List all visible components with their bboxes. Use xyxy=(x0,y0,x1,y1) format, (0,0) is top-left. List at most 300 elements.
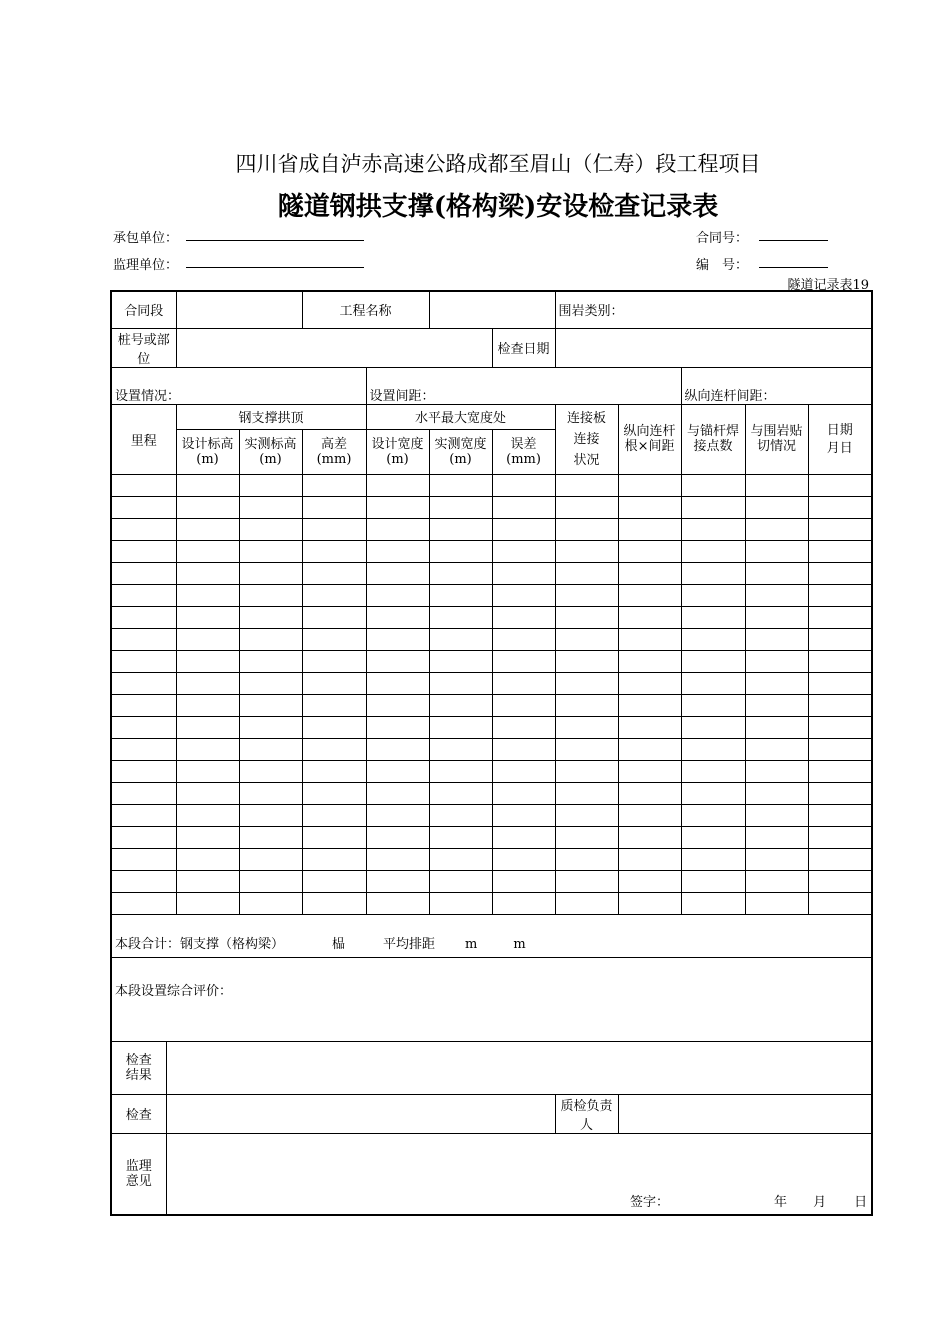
table-cell[interactable] xyxy=(492,540,555,562)
table-cell[interactable] xyxy=(302,606,366,628)
table-cell[interactable] xyxy=(745,870,808,892)
plate-header: 连接板 连接 状况 xyxy=(555,404,618,474)
table-cell[interactable] xyxy=(492,474,555,496)
table-cell[interactable] xyxy=(555,562,618,584)
table-row xyxy=(111,562,872,584)
table-cell[interactable] xyxy=(492,672,555,694)
info-row-1 xyxy=(111,291,872,328)
table-cell[interactable] xyxy=(808,650,872,672)
table-cell[interactable] xyxy=(239,672,302,694)
contract-no-label: 合同号： xyxy=(696,231,749,246)
table-cell[interactable] xyxy=(429,760,492,782)
table-cell[interactable] xyxy=(239,584,302,606)
table-cell[interactable] xyxy=(808,474,872,496)
table-cell[interactable] xyxy=(429,584,492,606)
table-cell[interactable] xyxy=(429,606,492,628)
table-cell[interactable] xyxy=(111,782,176,804)
evaluation-label[interactable]: 本段设置综合评价： xyxy=(111,957,872,1041)
serial-no-label: 编 号： xyxy=(696,258,749,273)
table-cell[interactable] xyxy=(492,716,555,738)
table-cell[interactable] xyxy=(239,804,302,826)
table-cell[interactable] xyxy=(302,474,366,496)
table-cell[interactable] xyxy=(239,496,302,518)
width-group-header: 水平最大宽度处 xyxy=(366,404,555,429)
table-cell[interactable] xyxy=(745,826,808,848)
table-cell[interactable] xyxy=(555,606,618,628)
table-cell[interactable] xyxy=(808,606,872,628)
table-cell[interactable] xyxy=(176,672,239,694)
table-row xyxy=(111,496,872,518)
table-cell[interactable] xyxy=(302,738,366,760)
table-cell[interactable] xyxy=(429,496,492,518)
table-cell[interactable] xyxy=(366,782,429,804)
table-cell[interactable] xyxy=(111,716,176,738)
table-cell[interactable] xyxy=(302,870,366,892)
table-cell[interactable] xyxy=(429,518,492,540)
table-cell[interactable] xyxy=(618,826,681,848)
table-cell[interactable] xyxy=(492,848,555,870)
table-cell[interactable] xyxy=(745,650,808,672)
form-title: 隧道钢拱支撑(格构梁)安设检查记录表 xyxy=(277,192,719,222)
table-cell[interactable] xyxy=(302,716,366,738)
table-cell[interactable] xyxy=(681,782,745,804)
result-value[interactable] xyxy=(166,1041,872,1094)
table-cell[interactable] xyxy=(555,892,618,914)
rod-header: 纵向连杆 根×间距 xyxy=(618,404,681,474)
table-cell[interactable] xyxy=(239,650,302,672)
inspector-label: 检查 xyxy=(111,1094,166,1133)
table-cell[interactable] xyxy=(808,782,872,804)
table-cell[interactable] xyxy=(618,870,681,892)
design-width-header: 设计宽度 (m) xyxy=(366,429,429,474)
table-cell[interactable] xyxy=(302,540,366,562)
table-cell[interactable] xyxy=(681,518,745,540)
table-cell[interactable] xyxy=(239,628,302,650)
table-cell[interactable] xyxy=(429,826,492,848)
table-cell[interactable] xyxy=(429,848,492,870)
table-cell[interactable] xyxy=(366,804,429,826)
table-cell[interactable] xyxy=(681,562,745,584)
table-cell[interactable] xyxy=(681,540,745,562)
table-cell[interactable] xyxy=(745,584,808,606)
table-cell[interactable] xyxy=(239,540,302,562)
station-value[interactable] xyxy=(176,328,492,367)
table-cell[interactable] xyxy=(492,694,555,716)
table-cell[interactable] xyxy=(618,562,681,584)
table-row xyxy=(111,782,872,804)
table-cell[interactable] xyxy=(366,562,429,584)
table-cell[interactable] xyxy=(111,562,176,584)
table-cell[interactable] xyxy=(492,826,555,848)
table-cell[interactable] xyxy=(808,892,872,914)
table-cell[interactable] xyxy=(302,672,366,694)
table-cell[interactable] xyxy=(745,892,808,914)
table-cell[interactable] xyxy=(808,804,872,826)
table-cell[interactable] xyxy=(555,628,618,650)
table-cell[interactable] xyxy=(808,826,872,848)
table-cell[interactable] xyxy=(555,672,618,694)
table-cell[interactable] xyxy=(555,496,618,518)
table-cell[interactable] xyxy=(176,826,239,848)
table-cell[interactable] xyxy=(555,760,618,782)
table-cell[interactable] xyxy=(366,694,429,716)
supervisor-field[interactable] xyxy=(186,267,364,268)
table-cell[interactable] xyxy=(239,606,302,628)
table-cell[interactable] xyxy=(808,562,872,584)
table-cell[interactable] xyxy=(111,826,176,848)
table-cell[interactable] xyxy=(302,628,366,650)
table-cell[interactable] xyxy=(555,540,618,562)
table-cell[interactable] xyxy=(111,738,176,760)
table-cell[interactable] xyxy=(111,606,176,628)
supervision-value[interactable] xyxy=(166,1133,872,1215)
table-cell[interactable] xyxy=(745,694,808,716)
table-cell[interactable] xyxy=(618,848,681,870)
table-row xyxy=(111,628,872,650)
table-cell[interactable] xyxy=(239,716,302,738)
table-row xyxy=(111,716,872,738)
table-cell[interactable] xyxy=(492,760,555,782)
table-cell[interactable] xyxy=(366,496,429,518)
table-cell[interactable] xyxy=(681,606,745,628)
table-cell[interactable] xyxy=(555,804,618,826)
table-cell[interactable] xyxy=(239,760,302,782)
table-cell[interactable] xyxy=(808,496,872,518)
measured-width-header: 实测宽度 (m) xyxy=(429,429,492,474)
info-row-3 xyxy=(111,367,872,404)
table-cell[interactable] xyxy=(618,782,681,804)
table-cell[interactable] xyxy=(111,518,176,540)
table-cell[interactable] xyxy=(429,540,492,562)
qc-head-value[interactable] xyxy=(618,1094,872,1133)
table-cell[interactable] xyxy=(176,628,239,650)
table-cell[interactable] xyxy=(176,518,239,540)
table-cell[interactable] xyxy=(618,694,681,716)
table-cell[interactable] xyxy=(681,628,745,650)
table-cell[interactable] xyxy=(239,848,302,870)
table-cell[interactable] xyxy=(111,804,176,826)
table-cell[interactable] xyxy=(429,650,492,672)
table-cell[interactable] xyxy=(366,826,429,848)
table-cell[interactable] xyxy=(808,760,872,782)
table-cell[interactable] xyxy=(492,628,555,650)
table-cell[interactable] xyxy=(239,738,302,760)
table-cell[interactable] xyxy=(429,870,492,892)
table-cell[interactable] xyxy=(808,738,872,760)
table-cell[interactable] xyxy=(618,496,681,518)
table-cell[interactable] xyxy=(808,870,872,892)
table-cell[interactable] xyxy=(492,584,555,606)
table-cell[interactable] xyxy=(618,738,681,760)
table-cell[interactable] xyxy=(239,474,302,496)
elev-diff-header: 高差 (mm) xyxy=(302,429,366,474)
table-cell[interactable] xyxy=(111,650,176,672)
supervision-row xyxy=(111,1133,872,1215)
table-cell[interactable] xyxy=(366,760,429,782)
table-cell[interactable] xyxy=(555,848,618,870)
signature-line xyxy=(630,1191,867,1210)
measured-elev-header: 实测标高 (m) xyxy=(239,429,302,474)
table-cell[interactable] xyxy=(492,804,555,826)
table-cell[interactable] xyxy=(366,716,429,738)
table-cell[interactable] xyxy=(111,760,176,782)
table-cell[interactable] xyxy=(808,694,872,716)
table-cell[interactable] xyxy=(681,760,745,782)
table-cell[interactable] xyxy=(302,694,366,716)
table-cell[interactable] xyxy=(681,672,745,694)
table-cell[interactable] xyxy=(111,672,176,694)
data-rows xyxy=(111,474,872,914)
contractor-label: 承包单位： xyxy=(113,231,179,246)
table-cell[interactable] xyxy=(492,650,555,672)
table-cell[interactable] xyxy=(492,738,555,760)
project-title: 四川省成自泸赤高速公路成都至眉山（仁寿）段工程项目 xyxy=(235,152,761,176)
form-code: 隧道记录表19 xyxy=(787,278,869,293)
table-row xyxy=(111,650,872,672)
table-cell[interactable] xyxy=(239,562,302,584)
mileage-header: 里程 xyxy=(111,404,176,474)
table-cell[interactable] xyxy=(492,892,555,914)
table-cell[interactable] xyxy=(618,474,681,496)
table-cell[interactable] xyxy=(176,562,239,584)
table-cell[interactable] xyxy=(808,628,872,650)
table-cell[interactable] xyxy=(618,892,681,914)
table-cell[interactable] xyxy=(302,782,366,804)
table-cell[interactable] xyxy=(366,738,429,760)
table-cell[interactable] xyxy=(429,628,492,650)
table-cell[interactable] xyxy=(745,716,808,738)
table-cell[interactable] xyxy=(681,738,745,760)
table-cell[interactable] xyxy=(618,584,681,606)
table-cell[interactable] xyxy=(555,650,618,672)
table-cell[interactable] xyxy=(302,518,366,540)
table-cell[interactable] xyxy=(176,870,239,892)
summary-row xyxy=(111,914,872,957)
table-cell[interactable] xyxy=(555,518,618,540)
contractor-field[interactable] xyxy=(186,240,364,241)
table-cell[interactable] xyxy=(429,892,492,914)
table-cell[interactable] xyxy=(176,474,239,496)
table-cell[interactable] xyxy=(176,694,239,716)
evaluation-row xyxy=(111,957,872,1041)
table-cell[interactable] xyxy=(745,804,808,826)
table-cell[interactable] xyxy=(302,760,366,782)
table-cell[interactable] xyxy=(745,782,808,804)
table-cell[interactable] xyxy=(681,584,745,606)
table-cell[interactable] xyxy=(366,650,429,672)
table-cell[interactable] xyxy=(176,848,239,870)
table-cell[interactable] xyxy=(492,518,555,540)
table-cell[interactable] xyxy=(745,672,808,694)
table-cell[interactable] xyxy=(745,760,808,782)
table-row xyxy=(111,606,872,628)
table-cell[interactable] xyxy=(492,870,555,892)
table-cell[interactable] xyxy=(808,672,872,694)
year-label: 年 xyxy=(774,1195,788,1210)
supervisor-label: 监理单位： xyxy=(113,258,179,273)
table-cell[interactable] xyxy=(555,716,618,738)
table-cell[interactable] xyxy=(808,848,872,870)
table-cell[interactable] xyxy=(111,474,176,496)
table-cell[interactable] xyxy=(302,496,366,518)
table-cell[interactable] xyxy=(111,694,176,716)
table-cell[interactable] xyxy=(176,716,239,738)
table-cell[interactable] xyxy=(618,672,681,694)
table-cell[interactable] xyxy=(366,584,429,606)
table-cell[interactable] xyxy=(176,606,239,628)
table-cell[interactable] xyxy=(808,584,872,606)
table-cell[interactable] xyxy=(366,606,429,628)
table-cell[interactable] xyxy=(618,716,681,738)
table-row xyxy=(111,584,872,606)
table-cell[interactable] xyxy=(302,892,366,914)
table-cell[interactable] xyxy=(681,892,745,914)
table-cell[interactable] xyxy=(302,826,366,848)
table-cell[interactable] xyxy=(492,496,555,518)
table-cell[interactable] xyxy=(681,848,745,870)
table-cell[interactable] xyxy=(239,782,302,804)
table-cell[interactable] xyxy=(681,474,745,496)
setup-status-label: 设置情况： xyxy=(111,367,366,404)
table-cell[interactable] xyxy=(429,782,492,804)
table-cell[interactable] xyxy=(429,804,492,826)
table-cell[interactable] xyxy=(366,870,429,892)
table-cell[interactable] xyxy=(745,738,808,760)
table-cell[interactable] xyxy=(176,782,239,804)
table-cell[interactable] xyxy=(366,540,429,562)
table-cell[interactable] xyxy=(176,650,239,672)
table-cell[interactable] xyxy=(366,892,429,914)
table-cell[interactable] xyxy=(111,496,176,518)
table-cell[interactable] xyxy=(618,760,681,782)
table-cell[interactable] xyxy=(681,716,745,738)
table-cell[interactable] xyxy=(111,628,176,650)
table-cell[interactable] xyxy=(745,496,808,518)
table-cell[interactable] xyxy=(618,540,681,562)
table-cell[interactable] xyxy=(176,760,239,782)
setup-spacing-label: 设置间距： xyxy=(366,367,681,404)
table-cell[interactable] xyxy=(111,540,176,562)
table-cell[interactable] xyxy=(176,804,239,826)
longitudinal-spacing-label: 纵向连杆间距： xyxy=(681,367,872,404)
table-cell[interactable] xyxy=(745,628,808,650)
table-cell[interactable] xyxy=(555,738,618,760)
project-name-value[interactable] xyxy=(429,291,555,328)
table-cell[interactable] xyxy=(239,694,302,716)
table-cell[interactable] xyxy=(555,870,618,892)
table-cell[interactable] xyxy=(555,782,618,804)
table-cell[interactable] xyxy=(176,540,239,562)
table-cell[interactable] xyxy=(111,848,176,870)
table-cell[interactable] xyxy=(302,584,366,606)
table-cell[interactable] xyxy=(429,738,492,760)
design-elev-header: 设计标高 (m) xyxy=(176,429,239,474)
table-cell[interactable] xyxy=(366,628,429,650)
table-cell[interactable] xyxy=(681,870,745,892)
table-cell[interactable] xyxy=(302,848,366,870)
qc-head-label: 质检负责人 xyxy=(555,1094,618,1133)
table-cell[interactable] xyxy=(429,694,492,716)
table-cell[interactable] xyxy=(808,540,872,562)
table-cell[interactable] xyxy=(745,540,808,562)
table-cell[interactable] xyxy=(618,518,681,540)
table-cell[interactable] xyxy=(808,518,872,540)
table-cell[interactable] xyxy=(555,584,618,606)
table-cell[interactable] xyxy=(618,650,681,672)
check-date-value[interactable] xyxy=(555,328,872,367)
table-cell[interactable] xyxy=(366,518,429,540)
table-cell[interactable] xyxy=(176,738,239,760)
table-cell[interactable] xyxy=(681,804,745,826)
table-cell[interactable] xyxy=(681,650,745,672)
table-cell[interactable] xyxy=(681,694,745,716)
table-cell[interactable] xyxy=(555,826,618,848)
table-cell[interactable] xyxy=(111,870,176,892)
table-cell[interactable] xyxy=(808,716,872,738)
table-cell[interactable] xyxy=(618,804,681,826)
table-cell[interactable] xyxy=(745,848,808,870)
table-cell[interactable] xyxy=(555,474,618,496)
table-cell[interactable] xyxy=(681,826,745,848)
table-cell[interactable] xyxy=(366,848,429,870)
table-cell[interactable] xyxy=(745,606,808,628)
inspector-value[interactable] xyxy=(166,1094,555,1133)
inspector-row xyxy=(111,1094,872,1133)
table-cell[interactable] xyxy=(492,782,555,804)
table-cell[interactable] xyxy=(745,562,808,584)
table-row xyxy=(111,694,872,716)
month-label: 月 xyxy=(813,1195,827,1210)
table-cell[interactable] xyxy=(302,562,366,584)
table-cell[interactable] xyxy=(745,474,808,496)
error-header: 误差 (mm) xyxy=(492,429,555,474)
contract-no-field[interactable] xyxy=(759,240,828,241)
table-cell[interactable] xyxy=(239,826,302,848)
signature-label: 签字： xyxy=(630,1195,670,1210)
table-cell[interactable] xyxy=(239,870,302,892)
table-cell[interactable] xyxy=(176,892,239,914)
table-cell[interactable] xyxy=(429,562,492,584)
table-row xyxy=(111,540,872,562)
table-cell[interactable] xyxy=(429,474,492,496)
table-row xyxy=(111,474,872,496)
table-cell[interactable] xyxy=(239,518,302,540)
table-cell[interactable] xyxy=(176,584,239,606)
table-cell[interactable] xyxy=(745,518,808,540)
table-cell[interactable] xyxy=(618,606,681,628)
table-cell[interactable] xyxy=(366,672,429,694)
table-cell[interactable] xyxy=(176,496,239,518)
table-cell[interactable] xyxy=(429,716,492,738)
result-label: 检查 结果 xyxy=(111,1041,166,1094)
table-cell[interactable] xyxy=(555,694,618,716)
table-cell[interactable] xyxy=(681,496,745,518)
table-cell[interactable] xyxy=(618,628,681,650)
table-cell[interactable] xyxy=(239,892,302,914)
serial-no-field[interactable] xyxy=(759,267,828,268)
table-cell[interactable] xyxy=(111,892,176,914)
table-cell[interactable] xyxy=(492,562,555,584)
table-row xyxy=(111,826,872,848)
contract-section-value[interactable] xyxy=(176,291,302,328)
table-cell[interactable] xyxy=(429,672,492,694)
table-cell[interactable] xyxy=(302,650,366,672)
column-header-row-1 xyxy=(111,404,872,429)
table-cell[interactable] xyxy=(111,584,176,606)
table-cell[interactable] xyxy=(492,606,555,628)
table-cell[interactable] xyxy=(366,474,429,496)
table-cell[interactable] xyxy=(302,804,366,826)
